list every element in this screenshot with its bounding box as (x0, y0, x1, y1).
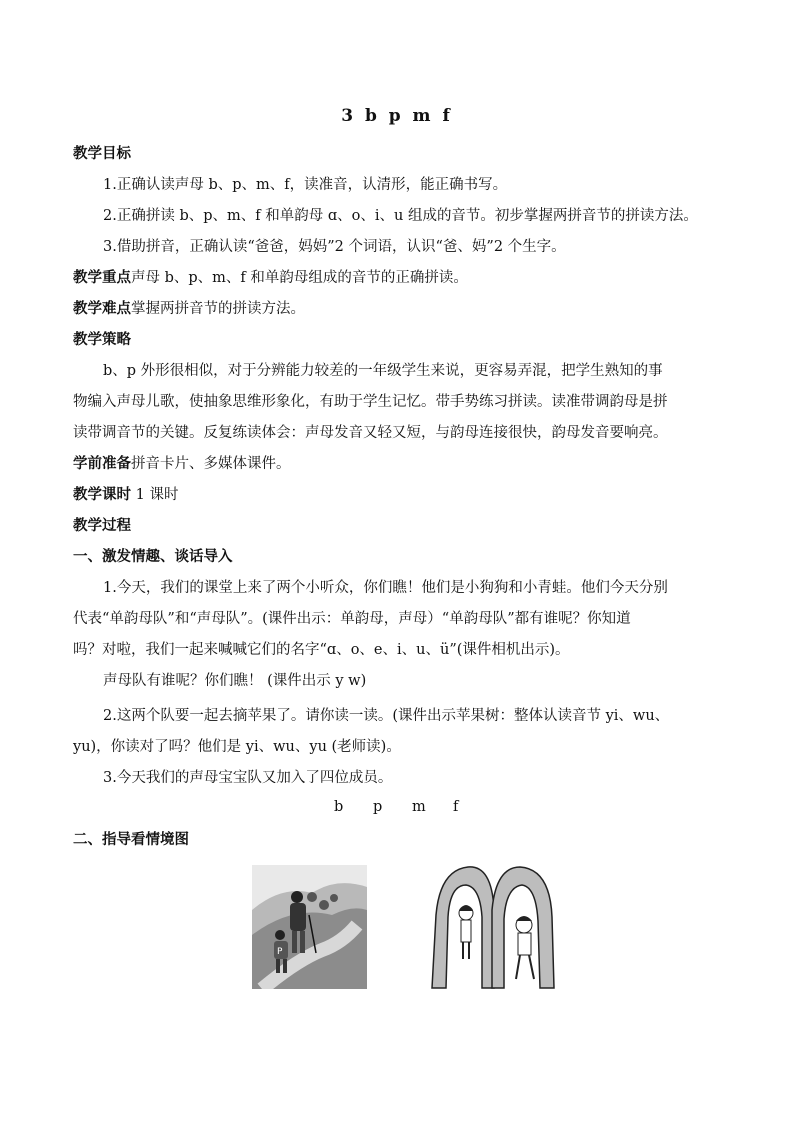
section1-line-6: yu)，你读对了吗？他们是 yi、wu、yu (老师读)。 (73, 739, 401, 755)
section1-line-7: 3.今天我们的声母宝宝队又加入了四位成员。 (103, 770, 393, 786)
letter-b: b (334, 799, 344, 815)
strategy-line-3: 读带调音节的关键。反复练读体会：声母发音又轻又短，与韵母连接很快，韵母发音要响亮。 (73, 425, 668, 441)
letter-m: m (412, 799, 426, 815)
letter-p: p (373, 799, 383, 815)
hiking-illustration (252, 865, 367, 989)
section1-line-5: 2.这两个队要一起去摘苹果了。请你读一读。(课件出示苹果树：整体认读音节 yi、wu、 (103, 708, 670, 724)
hours (73, 485, 733, 505)
section1-line-2: 代表“单韵母队”和“声母队”。(课件出示：单韵母，声母）“单韵母队”都有谁呢？你知道 (73, 611, 631, 627)
difficulty (73, 299, 733, 319)
section1-line-4: 声母队有谁呢？你们瞧！ (课件出示 y w) (103, 673, 367, 689)
goal-item-2: 2.正确拼读 b、p、m、f 和单韵母 ɑ、o、i、u 组成的音节。初步掌握两拼音节的拼读方法。 (103, 208, 698, 224)
letter-f: f (453, 799, 459, 815)
key-point (73, 268, 733, 288)
section1-line-3: 吗？对啦，我们一起来喊喊它们的名字“ɑ、o、e、i、u、ü”(课件相机出示)。 (73, 642, 570, 658)
process-heading: 教学过程 (73, 517, 131, 534)
section1-line-1: 1.今天，我们的课堂上来了两个小听众，你们瞧！他们是小狗狗和小青蛙。他们今天分别 (103, 580, 668, 596)
key-point-label: 教学重点 (73, 269, 131, 286)
hours-text: 1 课时 (131, 487, 179, 503)
m-tree-illustration (428, 855, 556, 990)
goal-item-1: 1.正确认读声母 b、p、m、f，读准音，认清形，能正确书写。 (103, 177, 508, 193)
goal-item-3: 3.借助拼音，正确认读“爸爸，妈妈”2 个词语，认识“爸、妈”2 个生字。 (103, 239, 566, 255)
hours-label: 教学课时 (73, 486, 131, 503)
prep (73, 454, 733, 474)
key-point-text: 声母 b、p、m、f 和单韵母组成的音节的正确拼读。 (131, 270, 468, 286)
prep-label: 学前准备 (73, 455, 131, 472)
strategy-line-2: 物编入声母儿歌，使抽象思维形象化，有助于学生记忆。带手势练习拼读。读准带调韵母是拼 (73, 394, 668, 410)
svg-text:P: P (277, 947, 283, 957)
difficulty-text: 掌握两拼音节的拼读方法。 (131, 301, 305, 317)
prep-text: 拼音卡片、多媒体课件。 (131, 456, 291, 472)
strategy-heading: 教学策略 (73, 331, 131, 348)
goals-heading: 教学目标 (73, 145, 131, 162)
section1-heading: 一、激发情趣、谈话导入 (73, 548, 233, 565)
lesson-title: 3 b p m f (341, 106, 453, 126)
difficulty-label: 教学难点 (73, 300, 131, 317)
section2-heading: 二、指导看情境图 (73, 831, 189, 848)
strategy-line-1: b、p 外形很相似，对于分辨能力较差的一年级学生来说，更容易弄混，把学生熟知的事 (103, 363, 663, 379)
